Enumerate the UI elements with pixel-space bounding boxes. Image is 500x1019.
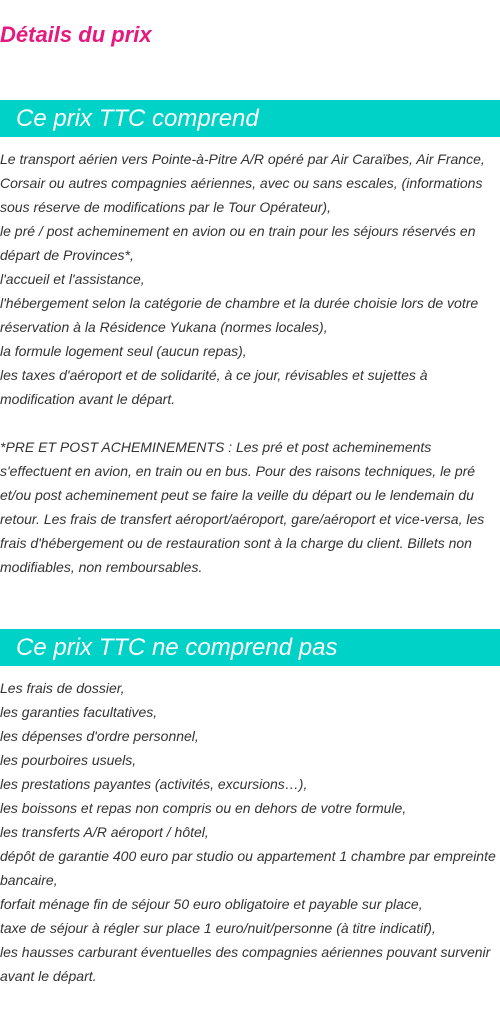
list-item: les hausses carburant éventuelles des compagnies aériennes pouvant survenir avant le départ. <box>0 944 491 984</box>
included-heading: Ce prix TTC comprend <box>0 100 500 137</box>
excluded-list <box>0 676 500 988</box>
acheminement-note: *PRE ET POST ACHEMINEMENTS : Les pré et post acheminements s'effectuent en avion, en train ou en bus. Pour des raisons techniques, le pré et/ou post acheminement peut se faire la veille du départ ou le lendemain du retour. Les frais de transfert aéroport/aéroport, gare/aéroport et vice-versa, les frais d'hébergement ou de restauration sont à la charge du client. Billets non modifiables, non remboursables. <box>0 439 485 575</box>
list-item: les taxes d'aéroport et de solidarité, à ce jour, révisables et sujettes à modification avant le départ. <box>0 367 428 407</box>
list-item: forfait ménage fin de séjour 50 euro obligatoire et payable sur place, <box>0 896 423 912</box>
page-title: Détails du prix <box>0 22 152 47</box>
list-item: l'hébergement selon la catégorie de chambre et la durée choisie lors de votre réservation à la Résidence Yukana (normes locales), <box>0 295 479 335</box>
included-list <box>0 147 500 579</box>
list-item: la formule logement seul (aucun repas), <box>0 343 247 359</box>
excluded-heading: Ce prix TTC ne comprend pas <box>0 629 500 666</box>
list-item: Les frais de dossier, <box>0 680 125 696</box>
list-item: les prestations payantes (activités, excursions…), <box>0 776 308 792</box>
list-item: les garanties facultatives, <box>0 704 158 720</box>
list-item: taxe de séjour à régler sur place 1 euro/nuit/personne (à titre indicatif), <box>0 920 436 936</box>
list-item: les transferts A/R aéroport / hôtel, <box>0 824 209 840</box>
spacer <box>0 411 500 435</box>
list-item: dépôt de garantie 400 euro par studio ou appartement 1 chambre par empreinte bancaire, <box>0 848 496 888</box>
list-item: Le transport aérien vers Pointe-à-Pitre A/R opéré par Air Caraïbes, Air France, Corsair ou autres compagnies aériennes, avec ou sans escales, (informations sous réserve de modifications par le Tour Opérateur), <box>0 151 485 215</box>
list-item: l'accueil et l'assistance, <box>0 271 145 287</box>
list-item: les dépenses d'ordre personnel, <box>0 728 199 744</box>
list-item: le pré / post acheminement en avion ou en train pour les séjours réservés en départ de Provinces*, <box>0 223 476 263</box>
list-item: les pourboires usuels, <box>0 752 137 768</box>
list-item: les boissons et repas non compris ou en dehors de votre formule, <box>0 800 407 816</box>
